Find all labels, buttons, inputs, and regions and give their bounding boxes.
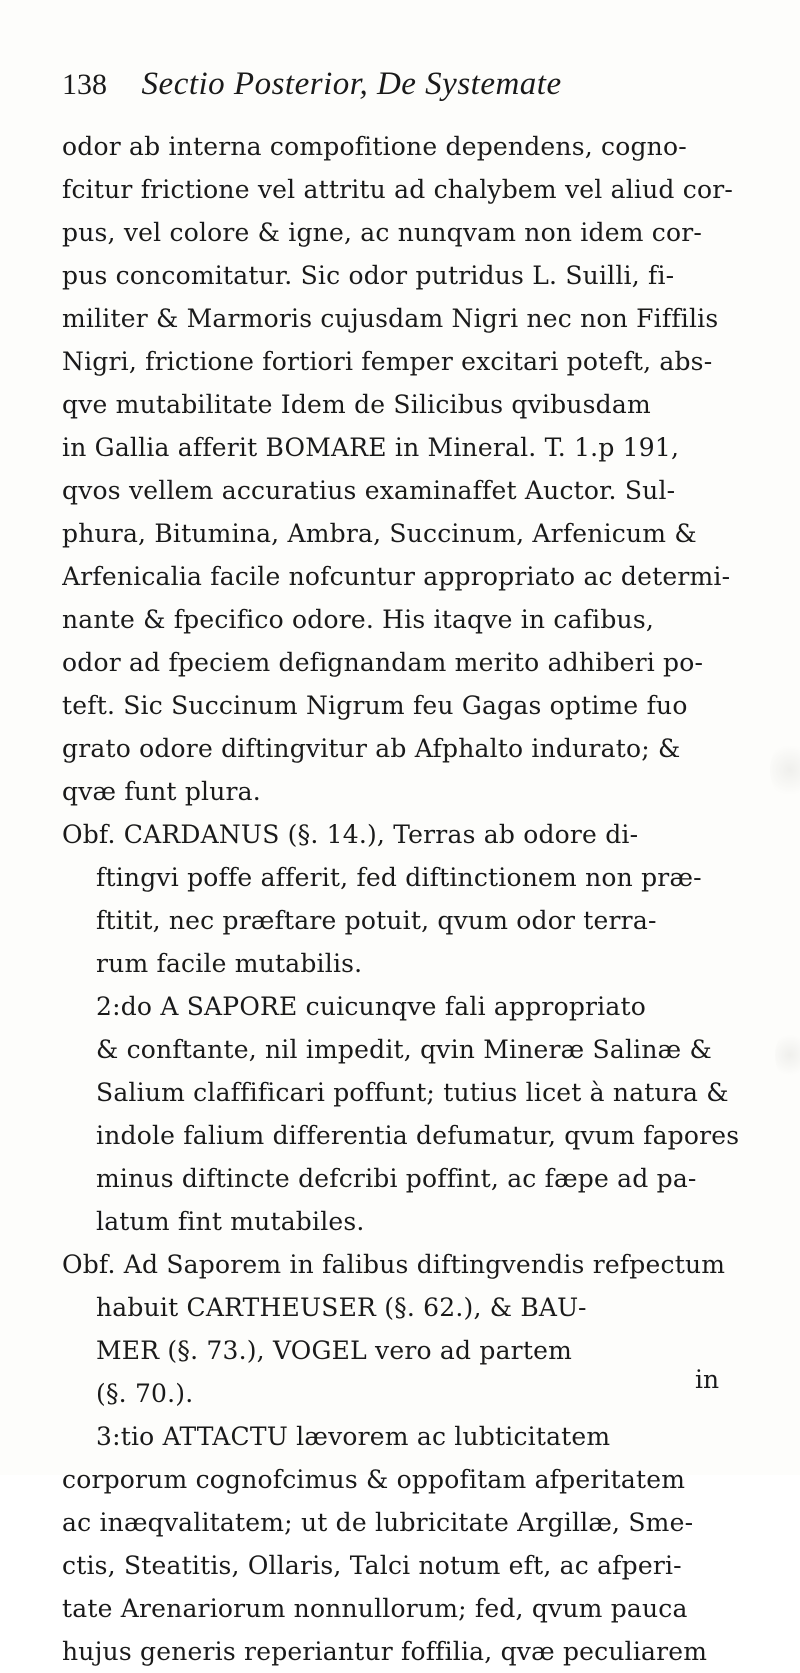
text-line: latum fint mutabiles. [96,1207,365,1236]
text-line: (§. 70.). [96,1379,194,1408]
body-text [62,125,774,1673]
paper-stain [775,1030,800,1080]
text-line: nante & fpecifico odore. His itaqve in cafibus, [62,605,655,634]
text-line: odor ab interna compofitione dependens, cogno- [62,132,687,161]
text-line: teft. Sic Succinum Nigrum feu Gagas optime fuo [62,691,688,720]
text-line: tate Arenariorum nonnullorum; fed, qvum pauca [62,1594,688,1623]
text-line: ctis, Steatitis, Ollaris, Talci notum eft, ac afperi- [62,1551,682,1580]
text-line: militer & Marmoris cujusdam Nigri nec non Fiffilis [62,304,719,333]
text-line: grato odore diftingvitur ab Afphalto indurato; & [62,734,681,763]
text-line: pus concomitatur. Sic odor putridus L. Suilli, fi- [62,261,675,290]
text-line: MER (§. 73.), VOGEL vero ad partem [96,1336,572,1365]
text-line: qvos vellem accuratius examinaffet Auctor. Sul- [62,476,676,505]
page-header [62,60,762,108]
text-line: qve mutabilitate Idem de Silicibus qvibusdam [62,390,651,419]
text-line: ac inæqvalitatem; ut de lubricitate Argillæ, Sme- [62,1508,694,1537]
text-line: indole falium differentia defumatur, qvum fapores [96,1121,740,1150]
text-line: & conftante, nil impedit, qvin Mineræ Salinæ & [96,1035,712,1064]
text-line: Nigri, frictione fortiori femper excitari poteft, abs- [62,347,713,376]
paper-stain [770,740,800,800]
running-title: Sectio Posterior, De Systemate [141,66,562,102]
text-line: minus diftincte defcribi poffint, ac fæpe ad pa- [96,1164,697,1193]
catchword: in [695,1365,720,1394]
text-line: odor ad fpeciem defignandam merito adhiberi po- [62,648,704,677]
text-line: 3:tio ATTACTU lævorem ac lubticitatem [96,1422,611,1451]
text-line: Obf. Ad Saporem in falibus diftingvendis refpectum [62,1250,726,1279]
text-line: Obf. CARDANUS (§. 14.), Terras ab odore di- [62,820,639,849]
text-line: phura, Bitumina, Ambra, Succinum, Arfenicum & [62,519,697,548]
text-line: habuit CARTHEUSER (§. 62.), & BAU- [96,1293,587,1322]
text-line: hujus generis reperiantur foffilia, qvæ peculiarem [62,1637,708,1666]
text-line: ftingvi poffe afferit, fed diftinctionem non præ- [96,863,702,892]
text-line: fcitur frictione vel attritu ad chalybem vel aliud cor- [62,175,734,204]
text-line: rum facile mutabilis. [96,949,363,978]
text-line: qvæ funt plura. [62,777,261,806]
text-line: Arfenicalia facile nofcuntur appropriato ac determi- [62,562,731,591]
text-line: pus, vel colore & igne, ac nunqvam non idem cor- [62,218,703,247]
text-line: in Gallia afferit BOMARE in Mineral. T. 1.p 191, [62,433,680,462]
text-line: corporum cognofcimus & oppofitam afperitatem [62,1465,686,1494]
page-number: 138 [62,68,107,101]
text-line: ftitit, nec præftare potuit, qvum odor terra- [96,906,657,935]
text-line: Salium claffificari poffunt; tutius licet à natura & [96,1078,729,1107]
text-line: 2:do A SAPORE cuicunqve fali appropriato [96,992,646,1021]
